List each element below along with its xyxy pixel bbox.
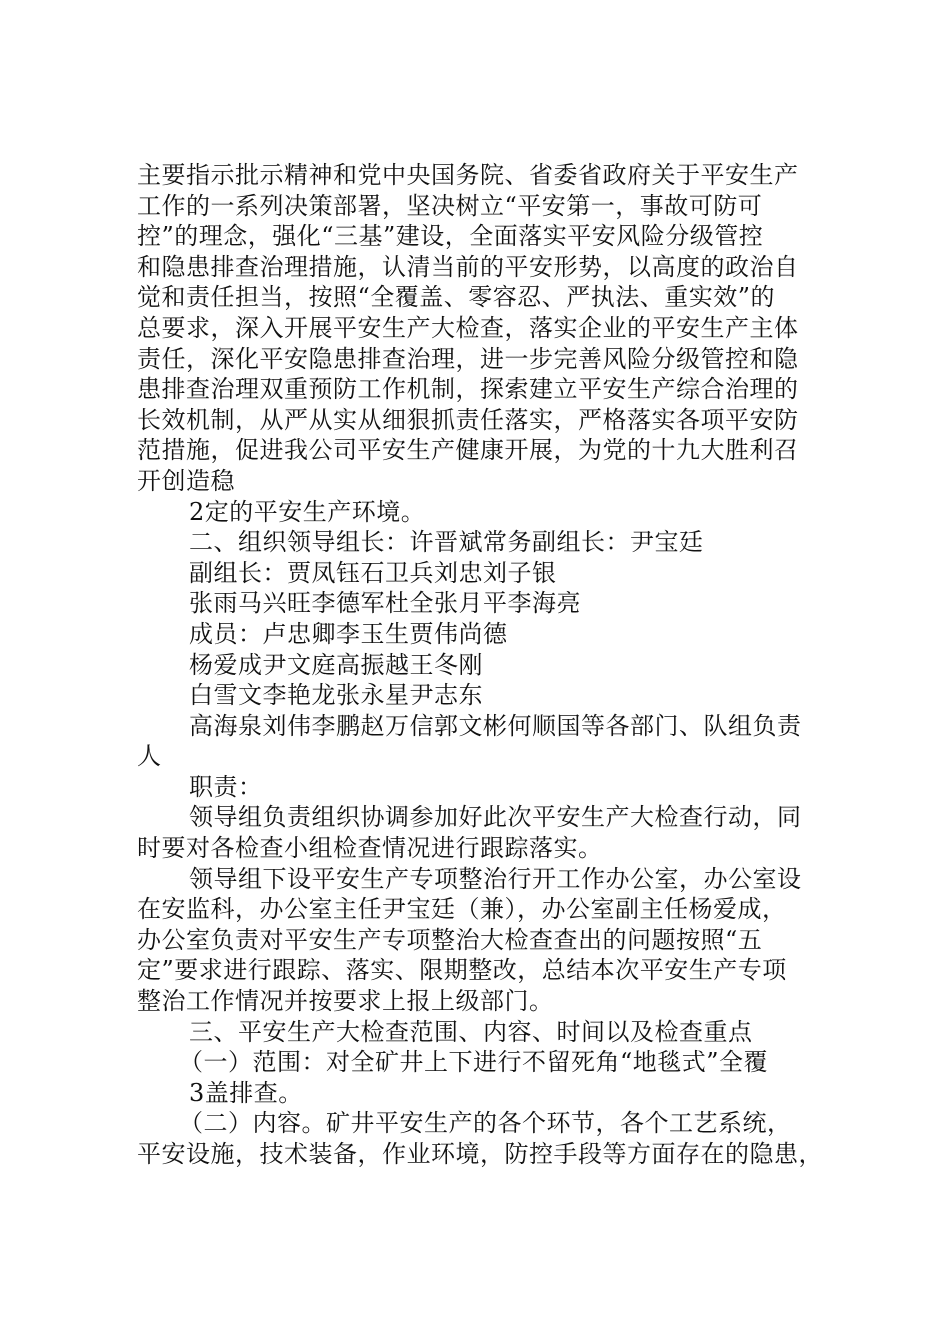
text-line: 白雪文李艳龙张永星尹志东 [189,681,483,710]
text-line: 责任，深化平安隐患排查治理，进一步完善风险分级管控和隐 [137,344,799,373]
text-line: 定”要求进行跟踪、落实、限期整改，总结本次平安生产专项 [137,956,787,985]
text-line: 觉和责任担当，按照“全覆盖、零容忍、严执法、重实效”的 [137,283,776,312]
text-line: 时要对各检查小组检查情况进行跟踪落实。 [137,834,603,863]
section-heading-organization: 二、组织领导组长：许晋斌常务副组长：尹宝廷 [189,528,704,557]
text-line: 主要指示批示精神和党中央国务院、省委省政府关于平安生产 [137,161,799,189]
text-line: 杨爱成尹文庭高振越王冬刚 [189,650,483,679]
text-line: 张雨马兴旺李德军杜全张月平李海亮 [189,589,581,618]
text-line: 整治工作情况并按要求上报上级部门。 [137,987,554,1016]
text-line: 在安监科，办公室主任尹宝廷（兼），办公室副主任杨爱成， [137,895,787,924]
text-line: 总要求，深入开展平安生产大检查，落实企业的平安生产主体 [137,313,799,342]
text-line: 副组长：贾凤钰石卫兵刘忠刘子银 [189,558,557,587]
section-heading-scope: 三、平安生产大检查范围、内容、时间以及检查重点 [189,1017,753,1046]
text-line: 范措施，促进我公司平安生产健康开展，为党的十九大胜利召 [137,436,799,465]
text-line: 工作的一系列决策部署，坚决树立“平安第一，事故可防可 [137,191,763,220]
text-line: 开创造稳 [137,466,235,495]
text-line: 长效机制，从严从实从细狠抓责任落实，严格落实各项平安防 [137,405,799,434]
duties-label: 职责： [189,772,263,801]
text-line: （一）范围：对全矿井上下进行不留死角“地毯式”全覆 [179,1048,769,1077]
text-line: 成员：卢忠卿李玉生贾伟尚德 [189,619,508,648]
text-line: 和隐患排查治理措施，认清当前的平安形势，以高度的政治自 [137,252,799,281]
text-line: 领导组下设平安生产专项整治行开工作办公室，办公室设 [189,864,802,893]
text-line: 人 [137,742,162,771]
text-line: 3盖排查。 [189,1078,303,1107]
text-line: 办公室负责对平安生产专项整治大检查查出的问题按照“五 [137,925,763,954]
text-line: 平安设施，技术装备，作业环境，防控手段等方面存在的隐患， [137,1140,823,1168]
text-line: 高海泉刘伟李鹏赵万信郭文彬何顺国等各部门、队组负责 [189,711,802,740]
text-line: 控”的理念，强化“三基”建设，全面落实平安风险分级管控 [137,222,764,251]
document-body [137,160,827,1170]
text-line: （二）内容。矿井平安生产的各个环节，各个工艺系统， [179,1109,792,1138]
text-line: 领导组负责组织协调参加好此次平安生产大检查行动，同 [189,803,802,832]
text-line: 患排查治理双重预防工作机制，探索建立平安生产综合治理的 [137,375,799,404]
text-line: 2定的平安生产环境。 [189,497,426,526]
